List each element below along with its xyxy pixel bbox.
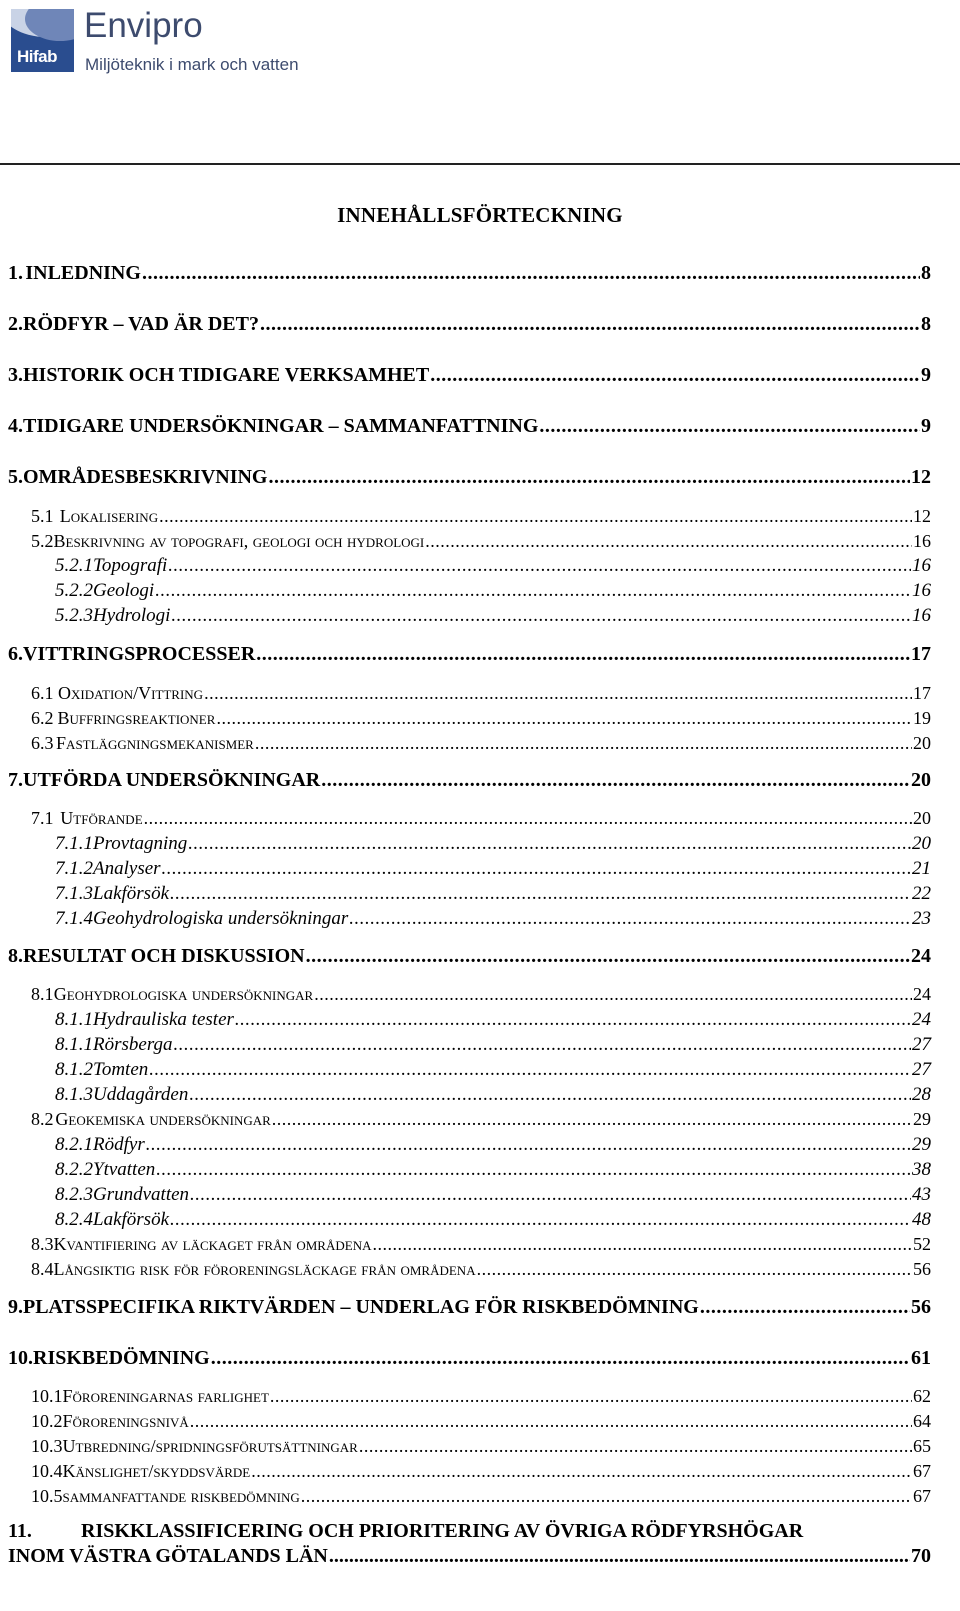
toc-entry-page: 27 xyxy=(912,1059,931,1080)
brand-tagline: Miljöteknik i mark och vatten xyxy=(85,55,299,74)
toc-leader-dots xyxy=(188,833,911,855)
toc-entry-number: 4. xyxy=(8,415,23,437)
toc-entry-page: 16 xyxy=(912,580,931,601)
toc-entry-page: 67 xyxy=(913,1486,931,1506)
toc-entry-number: 11. xyxy=(8,1520,32,1542)
toc-leader-dots xyxy=(156,1159,911,1181)
toc-entry-8-2-4[interactable] xyxy=(55,1209,931,1233)
toc-entry-title: RESULTAT OCH DISKUSSION xyxy=(23,945,305,967)
toc-entry-number: 9. xyxy=(8,1296,23,1318)
toc-leader-dots xyxy=(430,364,920,387)
brand-name: Envipro xyxy=(84,6,203,45)
toc-entry-title: Hydrauliska tester xyxy=(93,1009,234,1030)
toc-entry-title: Buffringsreaktioner xyxy=(57,708,216,728)
toc-entry-number: 7.1 xyxy=(31,808,54,828)
toc-leader-dots xyxy=(216,708,912,729)
toc-leader-dots xyxy=(372,1234,912,1255)
toc-entry-title: HISTORIK OCH TIDIGARE VERKSAMHET xyxy=(23,364,430,386)
toc-entry-number: 8.3 xyxy=(31,1234,54,1254)
toc-entry-title: Lakförsök xyxy=(93,1209,169,1230)
toc-entry-page: 17 xyxy=(911,643,931,665)
toc-entry-page: 19 xyxy=(913,708,931,728)
toc-entry-number: 8.2.3 xyxy=(55,1184,93,1205)
toc-entry-title: UTFÖRDA UNDERSÖKNINGAR xyxy=(23,769,321,791)
toc-entry-page: 67 xyxy=(913,1461,931,1481)
toc-entry-title: INLEDNING xyxy=(25,262,141,284)
toc-entry-number: 6.1 xyxy=(31,683,54,703)
toc-entry-title: Tomten xyxy=(93,1059,149,1080)
toc-entry-page: 24 xyxy=(912,1009,931,1030)
toc-entry-title: Beskrivning av topografi, geologi och hydrologi xyxy=(53,531,425,551)
toc-entry-number: 6.3 xyxy=(31,733,54,753)
toc-entry-title: PLATSSPECIFIKA RIKTVÄRDEN – UNDERLAG FÖR RISKBEDÖMNING xyxy=(23,1296,699,1318)
toc-entry-page: 20 xyxy=(913,808,931,828)
toc-entry-7-1[interactable] xyxy=(31,808,931,832)
toc-leader-dots xyxy=(146,1134,911,1156)
toc-entry-6-1[interactable] xyxy=(31,683,931,707)
toc-entry-11[interactable] xyxy=(8,1520,931,1570)
toc-leader-dots xyxy=(170,1209,911,1231)
hifab-logo xyxy=(11,9,74,72)
toc-entry-7-1-1[interactable] xyxy=(55,833,931,857)
toc-entry-title: Kvantifiering av läckaget från områdena xyxy=(53,1234,372,1254)
toc-entry-page: 29 xyxy=(913,1109,931,1129)
toc-entry-page: 27 xyxy=(912,1034,931,1055)
toc-entry-number: 8.2.1 xyxy=(55,1134,93,1155)
toc-entry-page: 12 xyxy=(913,506,931,526)
toc-entry-number: 8.1.1 xyxy=(55,1034,93,1055)
toc-entry-10[interactable] xyxy=(8,1347,931,1371)
toc-entry-number: 8.1.3 xyxy=(55,1084,93,1105)
toc-entry-title: Geohydrologiska undersökningar xyxy=(53,984,314,1004)
toc-entry-number: 7.1.3 xyxy=(55,883,93,904)
toc-leader-dots xyxy=(306,945,910,968)
toc-leader-dots xyxy=(270,1386,912,1407)
toc-entry-number: 8.2.2 xyxy=(55,1159,93,1180)
toc-entry-8[interactable] xyxy=(8,945,931,969)
toc-entry-8-2-2[interactable] xyxy=(55,1159,931,1183)
toc-entry-title: Provtagning xyxy=(93,833,188,854)
toc-entry-page: 52 xyxy=(913,1234,931,1254)
toc-entry-page: 43 xyxy=(912,1184,931,1205)
toc-entry-8-3[interactable] xyxy=(31,1234,931,1258)
toc-leader-dots xyxy=(272,1109,912,1130)
toc-entry-title: Utförande xyxy=(60,808,143,828)
toc-leader-dots xyxy=(425,531,912,552)
toc-entry-number: 10.2 xyxy=(31,1411,63,1431)
toc-entry-10-5[interactable] xyxy=(31,1486,931,1510)
toc-leader-dots xyxy=(149,1059,911,1081)
toc-entry-page: 23 xyxy=(912,908,931,929)
toc-entry-4[interactable] xyxy=(8,415,931,439)
toc-leader-dots xyxy=(171,605,911,627)
toc-entry-title: Geologi xyxy=(93,580,155,601)
toc-entry-number: 10. xyxy=(8,1347,33,1369)
toc-leader-dots xyxy=(314,984,912,1005)
toc-entry-number: 10.1 xyxy=(31,1386,63,1406)
toc-entry-title: Grundvatten xyxy=(93,1184,190,1205)
toc-entry-number: 5.2 xyxy=(31,531,54,551)
toc-entry-number: 3. xyxy=(8,364,23,386)
toc-entry-page: 70 xyxy=(911,1545,931,1567)
toc-entry-8-2[interactable] xyxy=(31,1109,931,1133)
toc-entry-number: 5.1 xyxy=(31,506,54,526)
toc-entry-title: Ytvatten xyxy=(93,1159,156,1180)
toc-entry-title: TIDIGARE UNDERSÖKNINGAR – SAMMANFATTNING xyxy=(23,415,539,437)
toc-entry-5-2-2[interactable] xyxy=(55,580,931,604)
toc-entry-title: Lakförsök xyxy=(93,883,169,904)
toc-leader-dots xyxy=(190,1184,911,1206)
toc-entry-title: Analyser xyxy=(93,858,161,879)
toc-entry-page: 24 xyxy=(911,945,931,967)
toc-leader-dots xyxy=(349,908,911,930)
toc-entry-3[interactable] xyxy=(8,364,931,388)
toc-entry-number: 5.2.1 xyxy=(55,555,93,576)
toc-leader-dots xyxy=(268,466,910,489)
toc-entry-title: Utbredning/spridningsförutsättningar xyxy=(62,1436,358,1456)
toc-entry-page: 16 xyxy=(913,531,931,551)
toc-leader-dots xyxy=(142,262,920,285)
toc-entry-number: 10.5 xyxy=(31,1486,63,1506)
toc-entry-page: 20 xyxy=(913,733,931,753)
toc-entry-title: RISKKLASSIFICERING OCH PRIORITERING AV ÖVRIGA RÖDFYRSHÖGAR xyxy=(81,1520,804,1542)
toc-entry-title: Fastläggningsmekanismer xyxy=(56,733,254,753)
toc-entry-number: 8.4 xyxy=(31,1259,54,1279)
toc-leader-dots xyxy=(211,1347,910,1370)
toc-entry-8-2-1[interactable] xyxy=(55,1134,931,1158)
toc-entry-number: 2. xyxy=(8,313,23,335)
toc-entry-5-1[interactable] xyxy=(31,506,931,530)
toc-entry-number: 8. xyxy=(8,945,23,967)
toc-entry-6[interactable] xyxy=(8,643,931,667)
toc-entry-8-1-1a[interactable] xyxy=(55,1009,931,1033)
toc-entry-number: 8.2 xyxy=(31,1109,54,1129)
toc-entry-5-2[interactable] xyxy=(31,531,931,555)
toc-entry-page: 65 xyxy=(913,1436,931,1456)
toc-leader-dots xyxy=(251,1461,912,1482)
toc-leader-dots xyxy=(359,1436,912,1457)
toc-entry-page: 64 xyxy=(913,1411,931,1431)
toc-leader-dots xyxy=(477,1259,912,1280)
toc-entry-number: 8.1.1 xyxy=(55,1009,93,1030)
toc-entry-page: 21 xyxy=(912,858,931,879)
toc-leader-dots xyxy=(260,313,920,336)
logo-text: Hifab xyxy=(17,47,57,66)
toc-leader-dots xyxy=(256,643,910,666)
toc-entry-title: Föroreningarnas farlighet xyxy=(62,1386,269,1406)
toc-entry-number: 5.2.2 xyxy=(55,580,93,601)
toc-entry-page: 48 xyxy=(912,1209,931,1230)
toc-leader-dots xyxy=(189,1084,911,1106)
toc-entry-page: 9 xyxy=(921,415,931,437)
toc-entry-7-1-2[interactable] xyxy=(55,858,931,882)
toc-leader-dots xyxy=(255,733,912,754)
toc-entry-2[interactable] xyxy=(8,313,931,337)
toc-entry-title: Känslighet/skyddsvärde xyxy=(62,1461,251,1481)
toc-entry-page: 28 xyxy=(912,1084,931,1105)
header-divider xyxy=(0,163,960,165)
toc-leader-dots xyxy=(170,883,911,905)
toc-entry-8-2-3[interactable] xyxy=(55,1184,931,1208)
toc-entry-title-continued: INOM VÄSTRA GÖTALANDS LÄN xyxy=(8,1545,328,1567)
toc-leader-dots xyxy=(700,1296,910,1319)
toc-entry-title: VITTRINGSPROCESSER xyxy=(23,643,256,665)
toc-entry-number: 7. xyxy=(8,769,23,791)
toc-entry-number: 7.1.2 xyxy=(55,858,93,879)
toc-entry-number: 7.1.1 xyxy=(55,833,93,854)
toc-leader-dots xyxy=(174,1034,911,1056)
toc-entry-page: 62 xyxy=(913,1386,931,1406)
toc-entry-number: 10.3 xyxy=(31,1436,63,1456)
toc-entry-10-4[interactable] xyxy=(31,1461,931,1485)
toc-entry-6-2[interactable] xyxy=(31,708,931,732)
toc-entry-page: 61 xyxy=(911,1347,931,1369)
toc-entry-page: 24 xyxy=(913,984,931,1004)
toc-entry-page: 12 xyxy=(911,466,931,488)
toc-entry-title: OMRÅDESBESKRIVNING xyxy=(23,466,268,488)
toc-entry-title: Geohydrologiska undersökningar xyxy=(93,908,349,929)
toc-leader-dots xyxy=(144,808,912,829)
toc-entry-number: 7.1.4 xyxy=(55,908,93,929)
toc-entry-8-1-2[interactable] xyxy=(55,1059,931,1083)
toc-entry-1[interactable] xyxy=(8,262,931,286)
toc-entry-title: Rödfyr xyxy=(93,1134,145,1155)
toc-entry-7-1-3[interactable] xyxy=(55,883,931,907)
toc-entry-page: 29 xyxy=(912,1134,931,1155)
toc-entry-page: 20 xyxy=(912,833,931,854)
toc-entry-9[interactable] xyxy=(8,1296,931,1320)
toc-entry-page: 20 xyxy=(911,769,931,791)
page-header xyxy=(0,0,960,165)
toc-leader-dots xyxy=(155,580,911,602)
toc-entry-page: 17 xyxy=(913,683,931,703)
toc-entry-10-1[interactable] xyxy=(31,1386,931,1410)
toc-entry-page: 8 xyxy=(921,313,931,335)
toc-entry-page: 22 xyxy=(912,883,931,904)
toc-entry-page: 56 xyxy=(911,1296,931,1318)
toc-entry-number: 5.2.3 xyxy=(55,605,93,626)
toc-entry-page: 38 xyxy=(912,1159,931,1180)
toc-entry-number: 10.4 xyxy=(31,1461,63,1481)
toc-leader-dots xyxy=(190,1411,912,1432)
toc-leader-dots xyxy=(159,506,912,527)
toc-entry-5[interactable] xyxy=(8,466,931,490)
toc-entry-7-1-4[interactable] xyxy=(55,908,931,932)
toc-entry-title: Långsiktig risk för föroreningsläckage från områdena xyxy=(53,1259,476,1279)
toc-entry-number: 1. xyxy=(8,262,23,284)
toc-entry-page: 9 xyxy=(921,364,931,386)
toc-entry-title: Geokemiska undersökningar xyxy=(55,1109,271,1129)
toc-entry-page: 16 xyxy=(912,555,931,576)
toc-title: INNEHÅLLSFÖRTECKNING xyxy=(337,203,623,227)
toc-entry-page: 56 xyxy=(913,1259,931,1279)
toc-entry-number: 6. xyxy=(8,643,23,665)
toc-entry-title: RISKBEDÖMNING xyxy=(33,1347,210,1369)
toc-entry-title: Rörsberga xyxy=(93,1034,173,1055)
toc-leader-dots xyxy=(539,415,920,438)
toc-entry-title: Topografi xyxy=(93,555,168,576)
toc-entry-page: 16 xyxy=(912,605,931,626)
toc-leader-dots xyxy=(204,683,912,704)
toc-entry-title: RÖDFYR – VAD ÄR DET? xyxy=(23,313,259,335)
toc-entry-number: 8.1 xyxy=(31,984,54,1004)
toc-entry-5-2-3[interactable] xyxy=(55,605,931,629)
toc-leader-dots xyxy=(321,769,910,792)
toc-entry-number: 8.1.2 xyxy=(55,1059,93,1080)
toc-entry-page: 8 xyxy=(921,262,931,284)
toc-leader-dots xyxy=(168,555,911,577)
toc-leader-dots xyxy=(301,1486,912,1507)
toc-entry-7[interactable] xyxy=(8,769,931,793)
toc-entry-10-3[interactable] xyxy=(31,1436,931,1460)
toc-entry-6-3[interactable] xyxy=(31,733,931,757)
toc-entry-title: Uddagården xyxy=(93,1084,189,1105)
toc-entry-8-1[interactable] xyxy=(31,984,931,1008)
toc-leader-dots xyxy=(235,1009,911,1031)
toc-entry-title: Oxidation/Vittring xyxy=(57,683,204,703)
toc-entry-8-1-1b[interactable] xyxy=(55,1034,931,1058)
toc-entry-title: Hydrologi xyxy=(93,605,171,626)
toc-leader-dots xyxy=(162,858,911,880)
toc-entry-8-1-3[interactable] xyxy=(55,1084,931,1108)
toc-leader-dots xyxy=(329,1545,910,1568)
toc-entry-title: sammanfattande riskbedömning xyxy=(62,1486,300,1506)
toc-entry-number: 8.2.4 xyxy=(55,1209,93,1230)
toc-entry-title: Lokalisering xyxy=(59,506,159,526)
toc-entry-title: Föroreningsnivå xyxy=(62,1411,189,1431)
toc-entry-10-2[interactable] xyxy=(31,1411,931,1435)
toc-entry-number: 6.2 xyxy=(31,708,54,728)
toc-entry-5-2-1[interactable] xyxy=(55,555,931,579)
toc-entry-8-4[interactable] xyxy=(31,1259,931,1283)
toc-entry-number: 5. xyxy=(8,466,23,488)
